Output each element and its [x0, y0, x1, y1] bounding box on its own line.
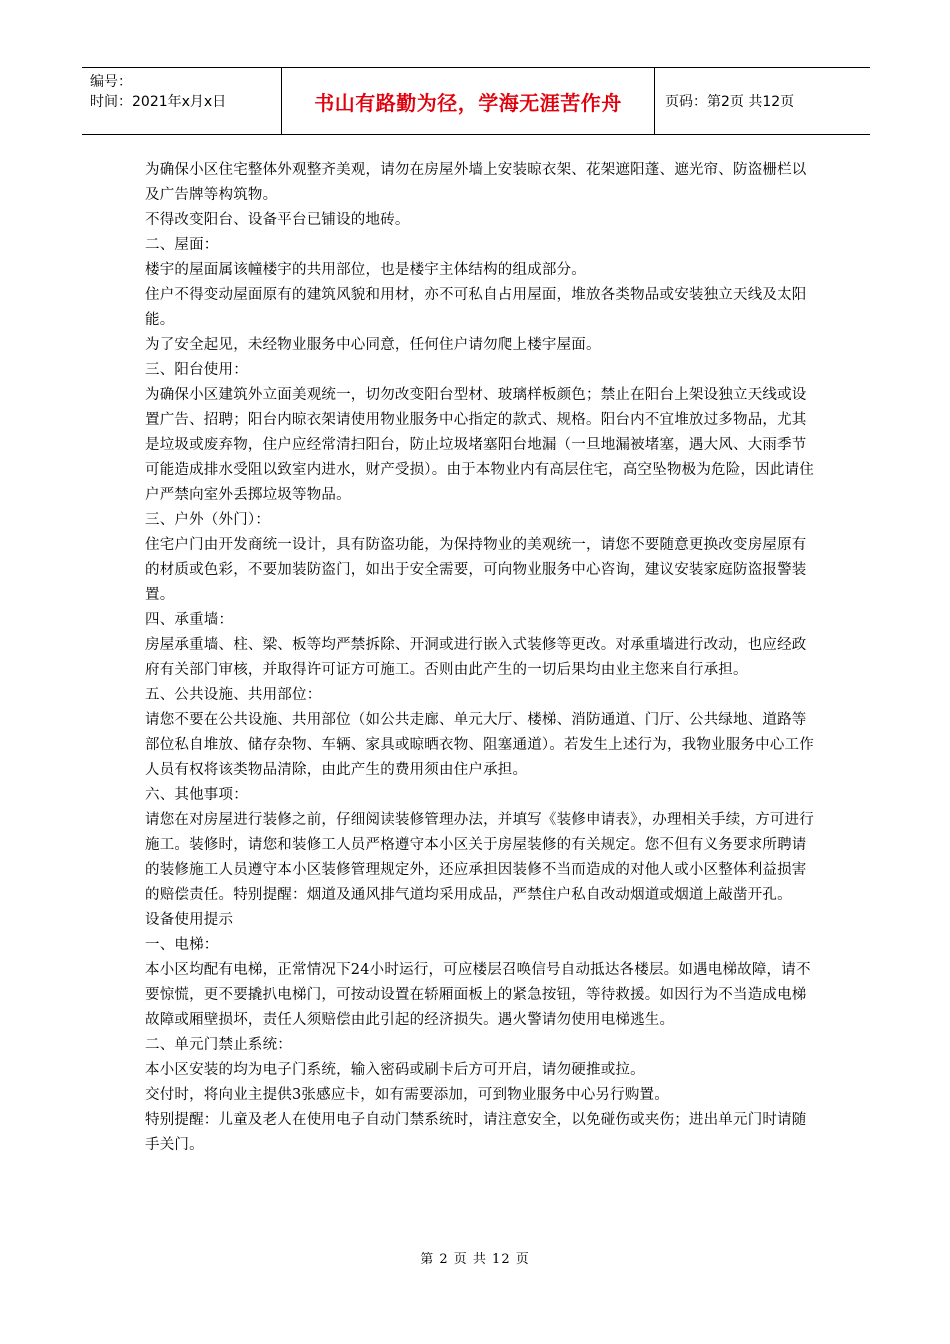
header-page-number: 页码：第2页 共12页 [665, 94, 795, 110]
header-info-cell [82, 68, 282, 134]
paragraph: 交付时，将向业主提供3张感应卡，如有需要添加，可到物业服务中心另行购置。 [145, 1087, 669, 1103]
section-title: 设备使用提示 [145, 912, 234, 928]
section-heading: 一、电梯： [145, 937, 219, 953]
document-header [82, 67, 870, 135]
footer-page-number: 第 2 页 共 12 页 [420, 1252, 530, 1267]
document-number-label: 编号： [90, 74, 132, 90]
section-heading: 四、承重墙： [145, 612, 234, 628]
paragraph: 住户不得变动屋面原有的建筑风貌和用材，亦不可私自占用屋面，堆放各类物品或安装独立天线及太阳能。 [145, 287, 807, 328]
paragraph: 为了安全起见，未经物业服务中心同意，任何住户请勿爬上楼宇屋面。 [145, 337, 601, 353]
section-heading: 六、其他事项： [145, 787, 248, 803]
paragraph: 特别提醒：儿童及老人在使用电子自动门禁系统时，请注意安全，以免碰伤或夹伤；进出单元门时请随手关门。 [145, 1112, 807, 1153]
section-heading: 五、公共设施、共用部位： [145, 687, 322, 703]
header-motto: 书山有路勤为径，学海无涯苦作舟 [282, 68, 655, 134]
paragraph: 房屋承重墙、柱、梁、板等均严禁拆除、开洞或进行嵌入式装修等更改。对承重墙进行改动，也应经政府有关部门审核，并取得许可证方可施工。否则由此产生的一切后果均由业主您来自行承担。 [145, 637, 807, 678]
paragraph: 楼宇的屋面属该幢楼宇的共用部位，也是楼宇主体结构的组成部分。 [145, 262, 586, 278]
document-date-label: 时间：2021年x月x日 [90, 94, 227, 110]
section-heading: 二、屋面： [145, 237, 219, 253]
section-heading: 三、阳台使用： [145, 362, 248, 378]
paragraph: 为确保小区住宅整体外观整齐美观，请勿在房屋外墙上安装晾衣架、花架遮阳蓬、遮光帘、防盗栅栏以及广告牌等构筑物。 [145, 162, 807, 203]
paragraph: 为确保小区建筑外立面美观统一，切勿改变阳台型材、玻璃样板颜色；禁止在阳台上架设独立天线或设置广告、招聘；阳台内晾衣架请使用物业服务中心指定的款式、规格。阳台内不宜堆放过多物品，尤其是垃圾或废弃物，住户应经常清扫阳台，防止垃圾堵塞阳台地漏（一旦地漏被堵塞，遇大风、大雨季节可能造成排水受阻以致室内进水，财产受损）。由于本物业内有高层住宅，高空坠物极为危险，因此请住户严禁向室外丢掷垃圾等物品。 [145, 387, 814, 503]
paragraph: 不得改变阳台、设备平台已铺设的地砖。 [145, 212, 410, 228]
paragraph: 本小区均配有电梯，正常情况下24小时运行，可应楼层召唤信号自动抵达各楼层。如遇电梯故障，请不要惊慌，更不要撬扒电梯门，可按动设置在轿厢面板上的紧急按钮，等待救援。如因行为不当造成电梯故障或厢壁损坏，责任人须赔偿由此引起的经济损失。遇火警请勿使用电梯逃生。 [145, 962, 811, 1028]
paragraph: 住宅户门由开发商统一设计，具有防盗功能，为保持物业的美观统一，请您不要随意更换改变房屋原有的材质或色彩，不要加装防盗门，如出于安全需要，可向物业服务中心咨询，建议安装家庭防盗报警装置。 [145, 537, 807, 603]
page-footer [0, 1248, 950, 1267]
document-body [145, 158, 815, 1158]
paragraph: 请您不要在公共设施、共用部位（如公共走廊、单元大厅、楼梯、消防通道、门厅、公共绿地、道路等部位私自堆放、储存杂物、车辆、家具或晾晒衣物、阻塞通道）。若发生上述行为，我物业服务中心工作人员有权将该类物品清除，由此产生的费用须由住户承担。 [145, 712, 814, 778]
section-heading: 二、单元门禁止系统： [145, 1037, 292, 1053]
paragraph: 本小区安装的均为电子门系统，输入密码或刷卡后方可开启，请勿硬推或拉。 [145, 1062, 645, 1078]
paragraph: 请您在对房屋进行装修之前，仔细阅读装修管理办法，并填写《装修申请表》，办理相关手续，方可进行施工。装修时，请您和装修工人员严格遵守本小区关于房屋装修的有关规定。您不但有义务要求所聘请的装修施工人员遵守本小区装修管理规定外，还应承担因装修不当而造成的对他人或小区整体利益损害的赔偿责任。特别提醒：烟道及通风排气道均采用成品，严禁住户私自改动烟道或烟道上敲凿开孔。 [145, 812, 814, 903]
section-heading: 三、户外（外门）： [145, 512, 271, 528]
